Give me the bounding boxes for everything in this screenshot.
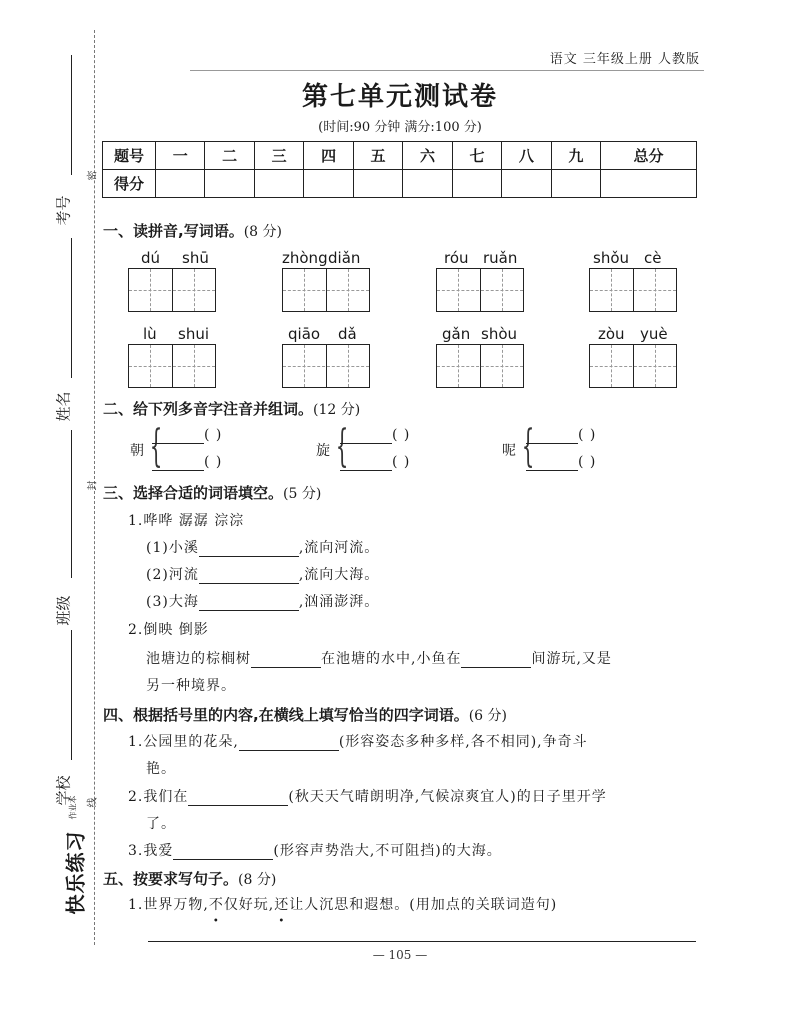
pinyin-5b: shui [178,325,209,343]
s4-q3 [128,840,502,860]
brace-icon: { [149,421,163,472]
kaohao-label: 考号 [54,195,73,226]
answer-blank[interactable] [526,443,578,444]
pinyin-2b: diǎn [328,249,361,267]
score-table-row-numbers [103,142,697,170]
section1-points: (8 分) [243,224,282,240]
answer-blank[interactable] [461,651,531,668]
s3-q2-sentence [146,648,612,668]
answer-blank[interactable] [188,789,288,806]
score-col-4: 四 [304,142,353,170]
score-row1-label: 题号 [103,142,156,170]
header-rule [190,70,704,71]
s4-q1 [128,731,588,751]
page-title: 第七单元测试卷 [301,82,498,112]
pinyin-3b: ruǎn [483,249,518,267]
score-cell[interactable] [304,170,353,198]
pinyin-8a: zòu [598,325,625,343]
pinyin-8b: yuè [640,325,668,343]
score-cell[interactable] [353,170,402,198]
poly-char-2: 旋 [316,443,331,459]
emphasis-word: 不 [208,897,224,913]
answer-blank[interactable] [173,843,273,860]
pinyin-paren: ( ) [392,454,411,470]
pinyin-6b: dǎ [338,325,357,343]
s5-q1-c: 让人沉思和遐想。(用加点的关联词造句) [289,897,558,913]
answer-blank[interactable] [251,651,321,668]
xingming-label: 姓名 [54,391,73,422]
score-cell[interactable] [452,170,501,198]
score-cell[interactable] [205,170,254,198]
s3-q2-text-c: 间游玩,又是 [531,651,612,667]
section2-title: 二、给下列多音字注音并组词。 [103,400,314,418]
pinyin-paren: ( ) [578,427,597,443]
section5-title: 五、按要求写句子。 [103,870,239,888]
writing-grid[interactable] [436,268,524,312]
poly-char-3: 呢 [502,443,517,459]
banji-line [71,430,72,578]
score-cell[interactable] [156,170,205,198]
s5-q1-b: 仅好玩, [223,897,275,913]
s3-q2-continuation: 另一种境界。 [146,678,236,694]
s4-q2-b: (秋天天气晴朗明净,气候凉爽宜人)的日子里开学 [288,789,607,805]
score-table [102,141,697,198]
cut-xian: 线 [87,797,99,808]
pinyin-paren: ( ) [392,427,411,443]
brace-icon: { [335,421,349,472]
s4-q1-a: 1.公园里的花朵, [128,734,239,750]
score-cell[interactable] [551,170,600,198]
section4-points: (6 分) [468,708,507,724]
pinyin-6a: qiāo [288,325,321,343]
section2-points: (12 分) [313,402,361,418]
section3-heading [103,482,321,503]
score-cell[interactable] [502,170,551,198]
s3-q1-item1 [146,537,379,557]
s5-q1 [128,894,557,914]
s4-q2-c: 了。 [146,816,176,832]
pinyin-2a: zhòng [282,249,328,267]
score-col-6: 六 [403,142,452,170]
pinyin-paren: ( ) [578,454,597,470]
writing-grid[interactable] [589,268,677,312]
score-cell[interactable] [601,170,697,198]
poly-char-1: 朝 [130,443,145,459]
writing-grid[interactable] [128,344,216,388]
section2-heading [103,398,360,419]
page-number: — 105 — [372,948,428,962]
answer-blank[interactable] [340,443,392,444]
pinyin-1b: shū [182,249,209,267]
series-label: 语文 三年级上册 人教版 [549,52,700,67]
s4-q1-b: (形容姿态多种多样,各不相同),争奇斗 [338,734,588,750]
pinyin-5a: lù [143,325,157,343]
score-col-7: 七 [452,142,501,170]
banji-label: 班级 [54,595,73,626]
xuexiao-line [71,630,72,760]
s3-q1-item2-prefix: (2)河流 [146,567,199,583]
writing-grid[interactable] [436,344,524,388]
pinyin-paren: ( ) [204,427,223,443]
s3-q1-item2 [146,564,379,584]
s3-q2-text-a: 池塘边的棕榈树 [146,651,251,667]
answer-blank[interactable] [152,443,204,444]
answer-blank[interactable] [340,470,392,471]
emphasis-word: 还 [274,897,290,913]
xuexiao-label: 学校 [54,775,73,806]
s3-q1-item1-suffix: ,流向河流。 [298,540,380,556]
score-col-5: 五 [353,142,402,170]
cut-feng: 封 [87,480,99,491]
s3-q1-item1-prefix: (1)小溪 [146,540,199,556]
writing-grid[interactable] [589,344,677,388]
s3-q2-words: 2.倒映 倒影 [128,622,209,638]
section3-points: (5 分) [283,486,322,502]
section5-points: (8 分) [238,872,277,888]
s3-q2-text-b: 在池塘的水中,小鱼在 [321,651,462,667]
brand-subtext: 作业本 [68,795,78,820]
answer-blank[interactable] [199,540,299,557]
s3-q1-item3 [146,591,379,611]
pinyin-1a: dú [141,249,161,267]
s5-q1-a: 1.世界万物, [128,897,209,913]
section5-heading [103,868,276,889]
score-col-9: 九 [551,142,600,170]
exam-info: (时间:90 分钟 满分:100 分) [318,120,482,135]
score-col-3: 三 [254,142,303,170]
brace-icon: { [521,421,535,472]
score-col-total: 总分 [601,142,697,170]
pinyin-paren: ( ) [204,454,223,470]
score-col-1: 一 [156,142,205,170]
kaohao-line [71,55,72,175]
score-cell[interactable] [254,170,303,198]
pinyin-3a: róu [444,249,469,267]
pinyin-4a: shǒu [593,249,630,267]
score-table-row-scores [103,170,697,198]
brand-logo [60,795,88,938]
s3-q1-item3-prefix: (3)大海 [146,594,199,610]
answer-blank[interactable] [199,594,299,611]
s3-q1-item3-suffix: ,汹涌澎湃。 [298,594,380,610]
answer-blank[interactable] [526,470,578,471]
pinyin-4b: cè [644,249,662,267]
answer-blank[interactable] [199,567,299,584]
brand-text: 快乐练习 [63,830,88,915]
s4-q1-c: 艳。 [146,761,176,777]
s4-q3-b: (形容声势浩大,不可阻挡)的大海。 [273,843,502,859]
pinyin-7a: gǎn [442,325,471,343]
writing-grid[interactable] [128,268,216,312]
score-row2-label: 得分 [103,170,156,198]
cut-mi: 密 [87,170,99,181]
score-col-2: 二 [205,142,254,170]
score-cell[interactable] [403,170,452,198]
s4-q2-a: 2.我们在 [128,789,189,805]
xingming-line [71,238,72,378]
answer-blank[interactable] [152,470,204,471]
answer-blank[interactable] [239,734,339,751]
section3-title: 三、选择合适的词语填空。 [103,484,284,502]
s4-q3-a: 3.我爱 [128,843,174,859]
writing-grid[interactable] [282,344,370,388]
section4-title: 四、根据括号里的内容,在横线上填写恰当的四字词语。 [103,706,469,724]
s4-q2 [128,786,607,806]
section4-heading [103,704,507,725]
writing-grid[interactable] [282,268,370,312]
section1-title: 一、读拼音,写词语。 [103,222,244,240]
footer-rule [148,941,696,942]
pinyin-7b: shòu [481,325,518,343]
s3-q1-words: 1.哗哗 潺潺 淙淙 [128,513,245,529]
section1-heading [103,220,282,241]
score-col-8: 八 [502,142,551,170]
s3-q1-item2-suffix: ,流向大海。 [298,567,380,583]
